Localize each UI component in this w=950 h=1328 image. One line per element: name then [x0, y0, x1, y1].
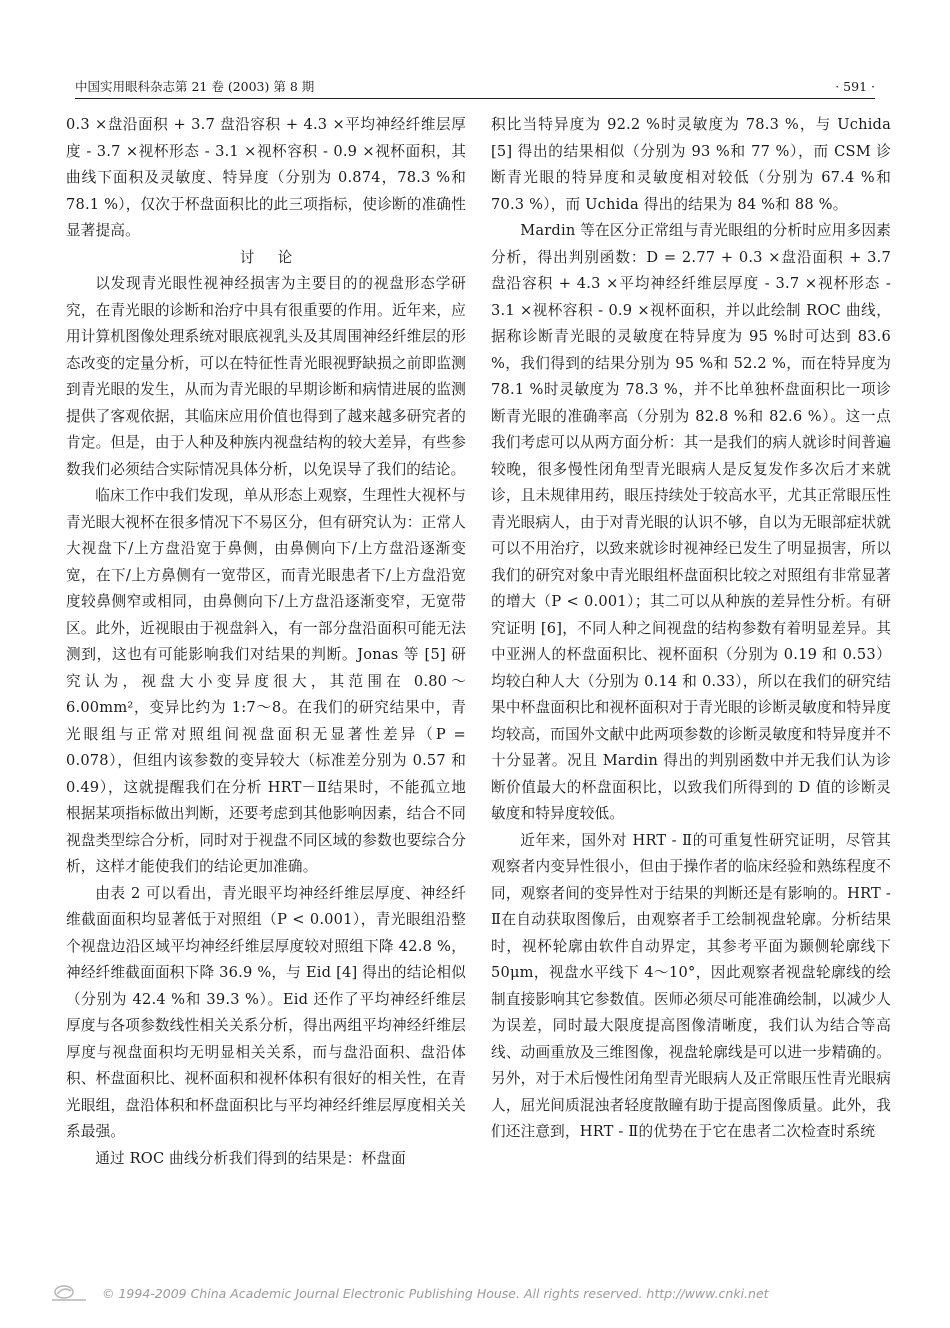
- copyright-footer: [50, 1282, 900, 1306]
- paragraph: 由表 2 可以看出，青光眼平均神经纤维层厚度、神经纤维截面面积均显著低于对照组（P < 0.001），青光眼组沿整个视盘边沿区域平均神经纤维层厚度较对照组下降 42.8 %，神经纤维截面面积下降 36.9 %，与 Eid [4] 得出的结论相似（分别为 42.4 %和 39.3 %）。Eid 还作了平均神经纤维层厚度与各项参数线性相关关系分析，得出两组平均神经纤维层厚度与视盘面积均无明显相关关系，而与盘沿面积、盘沿体积、杯盘面积比、视杯面积和视杯体积有很好的相关性，在青光眼组，盘沿体积和杯盘面积比与平均神经纤维层厚度相关关系最强。: [66, 884, 466, 1140]
- right-column: [491, 112, 891, 1146]
- paragraph: 临床工作中我们发现，单从形态上观察，生理性大视杯与青光眼大视杯在很多情况下不易区分，但有研究认为：正常人大视盘下/上方盘沿宽于鼻侧，由鼻侧向下/上方盘沿逐渐变宽，在下/上方鼻侧有一宽带区，而青光眼患者下/上方盘沿宽度较鼻侧窄或相同，由鼻侧向下/上方盘沿逐渐变窄，无宽带区。此外，近视眼由于视盘斜入，有一部分盘沿面积可能无法测到，这也有可能影响我们对结果的判断。Jonas 等 [5] 研究认为，视盘大小变异度很大，其范围在 0.80～6.00mm²，变异比约为 1:7～8。在我们的研究结果中，青光眼组与正常对照组间视盘面积无显著性差异（P = 0.078），但组内该参数的变异较大（标准差分别为 0.57 和 0.49），这就提醒我们在分析 HRT－Ⅱ结果时，不能孤立地根据某项指标做出判断，还要考虑到其他影响因素，结合不同视盘类型综合分析，同时对于视盘不同区域的参数也要综合分析，这样才能使我们的结论更加准确。: [66, 487, 466, 875]
- paragraph: 0.3 ×盘沿面积 + 3.7 盘沿容积 + 4.3 ×平均神经纤维层厚度 - 3.7 ×视杯形态 - 3.1 ×视杯容积 - 0.9 ×视杯面积，其曲线下面积及灵敏度、特异度（分别为 0.874，78.3 %和 78.1 %），仅次于杯盘面积比的此三项指标，使诊断的准确性显著提高。: [66, 116, 466, 239]
- page-number: · 591 ·: [835, 79, 875, 94]
- section-heading: 讨论: [239, 248, 316, 266]
- paragraph: 近年来，国外对 HRT - Ⅱ的可重复性研究证明，尽管其观察者内变异性很小，但由于操作者的临床经验和熟练程度不同，观察者间的变异性对于结果的判断还是有影响的。HRT - Ⅱ在自动获取图像后，由观察者手工绘制视盘轮廓。分析结果时，视杯轮廓由软件自动界定，其参考平面为颞侧轮廓线下 50μm，视盘水平线下 4～10°，因此观察者视盘轮廓线的绘制直接影响其它参数值。医师必须尽可能准确绘制，以减少人为误差，同时最大限度提高图像清晰度，我们认为结合等高线、动画重放及三维图像，视盘轮廓线是可以进一步精确的。另外，对于术后慢性闭角型青光眼病人及正常眼压性青光眼病人，屈光间质混浊者轻度散瞳有助于提高图像质量。此外，我们还注意到，HRT - Ⅱ的优势在于它在患者二次检查时系统: [491, 831, 891, 1140]
- paragraph: 以发现青光眼性视神经损害为主要目的的视盘形态学研究，在青光眼的诊断和治疗中具有很重要的作用。近年来，应用计算机图像处理系统对眼底视乳头及其周围神经纤维层的形态改变的定量分析，可以在特征性青光眼视野缺损之前即监测到青光眼的发生，从而为青光眼的早期诊断和病情进展的监测提供了客观依据，其临床应用价值也得到了越来越多研究者的肯定。但是，由于人种及种族内视盘结构的较大差异，有些参数我们必须结合实际情况具体分析，以免误导了我们的结论。: [66, 275, 466, 478]
- cnki-logo-icon: [50, 1282, 88, 1304]
- journal-title: 中国实用眼科杂志第 21 卷 (2003) 第 8 期: [75, 79, 315, 94]
- paragraph: Mardin 等在区分正常组与青光眼组的分析时应用多因素分析，得出判别函数：D = 2.77 + 0.3 ×盘沿面积 + 3.7 盘沿容积 + 4.3 ×平均神经纤维层厚度 - 3.7 ×视杯形态 - 3.1 ×视杯容积 - 0.9 ×视杯面积，并以此绘制 ROC 曲线，据称诊断青光眼的灵敏度在特异度为 95 %时可达到 83.6 %，我们得到的结果分别为 95 %和 52.2 %，而在特异度为 78.1 %时灵敏度为 78.3 %，并不比单独杯盘面积比一项诊断青光眼的准确率高（分别为 82.8 %和 82.6 %）。这一点我们考虑可以从两方面分析：其一是我们的病人就诊时间普遍较晚，很多慢性闭角型青光眼病人是反复发作多次后才来就诊，且未规律用药，眼压持续处于较高水平，尤其正常眼压性青光眼病人，由于对青光眼的认识不够，自以为无眼部症状就可以不用治疗，以致来就诊时视神经已发生了明显损害，所以我们的研究对象中青光眼组杯盘面积比较之对照组有非常显著的增大（P < 0.001）；其二可以从种族的差异性分析。有研究证明 [6]，不同人种之间视盘的结构参数有着明显差异。其中亚洲人的杯盘面积比、视杯面积（分别为 0.19 和 0.53）均较白种人大（分别为 0.14 和 0.33），所以在我们的研究结果中杯盘面积比和视杯面积对于青光眼的诊断灵敏度和特异度均较高，而国外文献中此两项参数的诊断灵敏度和特异度并不十分显著。况且 Mardin 得出的判别函数中并无我们认为诊断价值最大的杯盘面积比，以致我们所得到的 D 值的诊断灵敏度和特异度较低。: [491, 222, 891, 822]
- paragraph: 积比当特异度为 92.2 %时灵敏度为 78.3 %，与 Uchida [5] 得出的结果相似（分别为 93 %和 77 %），而 CSM 诊断青光眼的特异度和灵敏度相对较低（分别为 67.4 %和 70.3 %），而 Uchida 得出的结果为 84 %和 88 %。: [491, 116, 891, 213]
- left-column: [66, 112, 466, 1172]
- paragraph: 通过 ROC 曲线分析我们得到的结果是：杯盘面: [95, 1149, 406, 1167]
- copyright-text: © 1994-2009 China Academic Journal Electronic Publishing House. All rights reserved. http://www.cnki.net: [102, 1286, 769, 1301]
- running-header: [75, 76, 875, 99]
